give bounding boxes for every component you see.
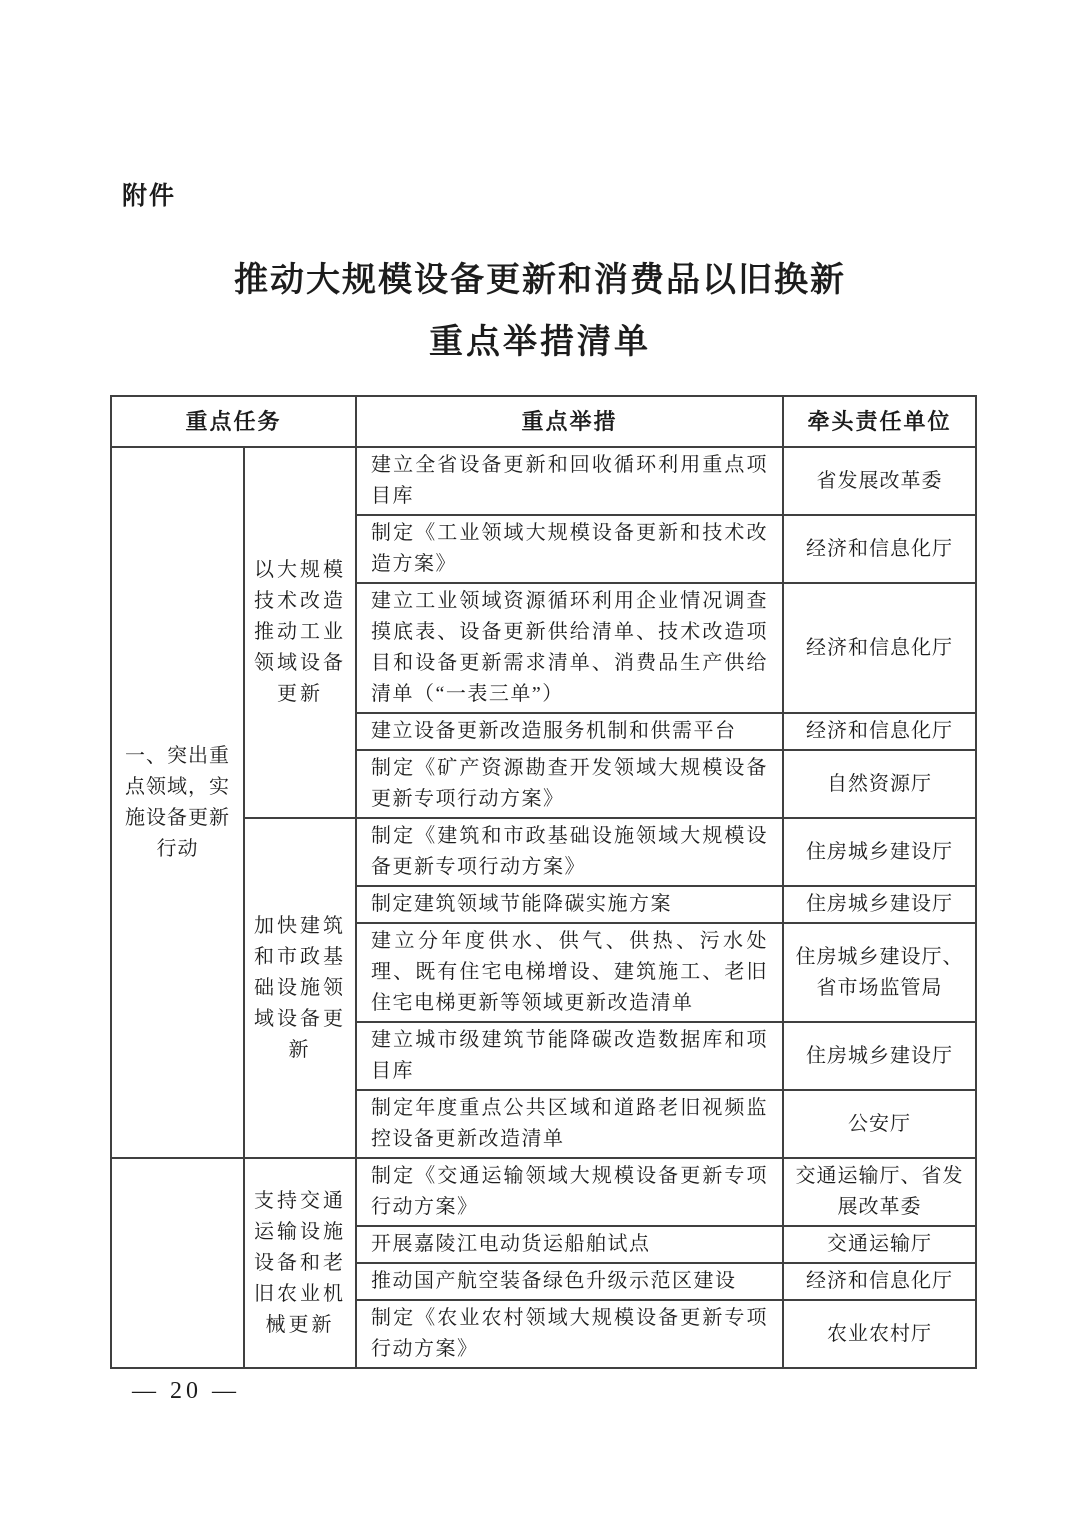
measure-cell: 建立工业领域资源循环利用企业情况调查摸底表、设备更新供给清单、技术改造项目和设备更新需求清单、消费品生产供给清单（“一表三单”） xyxy=(356,583,783,713)
measures-table xyxy=(110,395,977,1369)
table-row xyxy=(111,447,976,515)
measure-cell: 制定年度重点公共区域和道路老旧视频监控设备更新改造清单 xyxy=(356,1090,783,1158)
measure-cell: 建立全省设备更新和回收循环利用重点项目库 xyxy=(356,447,783,515)
unit-cell: 公安厅 xyxy=(783,1090,976,1158)
task-group-cell-1: 一、突出重点领域，实施设备更新行动 xyxy=(111,447,244,1158)
unit-cell: 经济和信息化厅 xyxy=(783,1263,976,1300)
measure-cell: 建立分年度供水、供气、供热、污水处理、既有住宅电梯增设、建筑施工、老旧住宅电梯更新等领域更新改造清单 xyxy=(356,923,783,1022)
unit-cell: 经济和信息化厅 xyxy=(783,713,976,750)
unit-cell: 交通运输厅、省发展改革委 xyxy=(783,1158,976,1226)
header-task-cell: 重点任务 xyxy=(111,396,356,447)
measure-cell: 制定《工业领域大规模设备更新和技术改造方案》 xyxy=(356,515,783,583)
measure-cell: 建立城市级建筑节能降碳改造数据库和项目库 xyxy=(356,1022,783,1090)
table-row xyxy=(111,1158,976,1226)
unit-cell: 住房城乡建设厅 xyxy=(783,818,976,886)
unit-cell: 住房城乡建设厅、省市场监管局 xyxy=(783,923,976,1022)
header-measure-cell: 重点举措 xyxy=(356,396,783,447)
measure-cell: 推动国产航空装备绿色升级示范区建设 xyxy=(356,1263,783,1300)
unit-cell: 交通运输厅 xyxy=(783,1226,976,1263)
unit-cell: 住房城乡建设厅 xyxy=(783,886,976,923)
subtask-cell-construction: 加快建筑和市政基础设施领域设备更新 xyxy=(244,818,356,1158)
unit-cell: 住房城乡建设厅 xyxy=(783,1022,976,1090)
measure-cell: 制定建筑领域节能降碳实施方案 xyxy=(356,886,783,923)
title-line-1: 推动大规模设备更新和消费品以旧换新 xyxy=(234,262,846,299)
unit-cell: 经济和信息化厅 xyxy=(783,515,976,583)
measure-cell: 制定《农业农村领域大规模设备更新专项行动方案》 xyxy=(356,1300,783,1368)
measure-cell: 制定《交通运输领域大规模设备更新专项行动方案》 xyxy=(356,1158,783,1226)
table-header-row xyxy=(111,396,976,447)
measure-cell: 开展嘉陵江电动货运船舶试点 xyxy=(356,1226,783,1263)
subtask-cell-industrial: 以大规模技术改造推动工业领域设备更新 xyxy=(244,447,356,818)
unit-cell: 省发展改革委 xyxy=(783,447,976,515)
page-number: — 20 — xyxy=(132,1378,240,1404)
title-line-2: 重点举措清单 xyxy=(429,324,651,361)
document-title xyxy=(0,264,1080,360)
subtask-cell-transport: 支持交通运输设施设备和老旧农业机械更新 xyxy=(244,1158,356,1368)
measure-cell: 制定《建筑和市政基础设施领域大规模设备更新专项行动方案》 xyxy=(356,818,783,886)
task-group-cell-2 xyxy=(111,1158,244,1368)
attachment-label: 附件 xyxy=(122,182,177,210)
unit-cell: 农业农村厅 xyxy=(783,1300,976,1368)
header-unit-cell: 牵头责任单位 xyxy=(783,396,976,447)
unit-cell: 经济和信息化厅 xyxy=(783,583,976,713)
measure-cell: 建立设备更新改造服务机制和供需平台 xyxy=(356,713,783,750)
measure-cell: 制定《矿产资源勘查开发领域大规模设备更新专项行动方案》 xyxy=(356,750,783,818)
unit-cell: 自然资源厅 xyxy=(783,750,976,818)
